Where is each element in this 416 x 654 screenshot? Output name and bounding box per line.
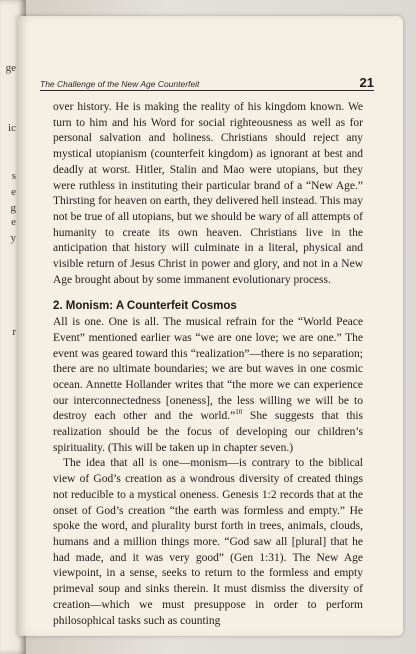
paragraph-text: All is one. One is all. The musical refrain for the “World Peace Event” mentioned earlier was “we are one love; we are one.” The event was geared toward this “realization”—there is no separation; there are no ultimate boundaries; we are but waves in one cosmic ocean. Annette Hollander writes that “the more we can experience our interconnectedness [oneness], the less willing we will be to destroy each other and the world.”	[53, 316, 363, 423]
page-fragment: e	[11, 216, 16, 228]
paragraph: over history. He is making the reality of his kingdom known. We turn to him and his Word for social righteousness as well as for personal salvation and holiness. Christians should reject any mystical utopianism (counterfeit kingdom) as ignorant at best and deadly at worst. Hitler, Stalin and Mao were utopians, but they were ruthless in instituting their particular brand of a “New Age.” Thirsting for heaven on earth, they delivered hell instead. This may not be true of all utopians, but we should be wary of all attempts of humanity to create its own heaven. Christians live in the anticipation that history will culminate in a literal, physical and visible return of Jesus Christ in power and glory, and not in a New Age brought about by some immanent evolutionary process.	[53, 101, 363, 286]
page-fragment: y	[10, 232, 16, 244]
paragraph: The idea that all is one—monism—is contrary to the biblical view of God’s creation as a wondrous diversity of created things not reducible to a mystical oneness. Genesis 1:2 records that at the onset of God’s creation “the earth was formless and empty.” He spoke the word, and plurality burst forth in trees, animals, clouds, humans and a million things more. “God saw all [plural] that he had made, and it was very good” (Gen 1:31). The New Age viewpoint, in a sense, seeks to return to the formless and empty primeval soup and sinks therein. It must dismiss the diversity of creation—which we must presuppose in order to perform philosophical tasks such as counting	[53, 457, 363, 627]
chapter-title: The Challenge of the New Age Counterfeit	[40, 79, 200, 89]
page-body	[53, 100, 363, 629]
paragraph-text: She suggests that this realization should be the focus of developing our children’s spirituality. (This will be taken up in chapter seven.)	[53, 410, 363, 454]
footnote-reference: 10	[235, 408, 243, 417]
running-header	[40, 74, 374, 91]
page-fragment: e	[11, 186, 16, 198]
page-fragment: ge	[5, 62, 16, 74]
page-fragment: g	[10, 202, 16, 214]
page-fragment: ic	[8, 122, 16, 134]
page-number: 21	[359, 75, 374, 90]
paragraph	[53, 315, 363, 456]
page-fragment: r	[12, 326, 16, 338]
section-heading: 2. Monism: A Counterfeit Cosmos	[53, 300, 237, 313]
page-fragment: s	[11, 170, 16, 182]
